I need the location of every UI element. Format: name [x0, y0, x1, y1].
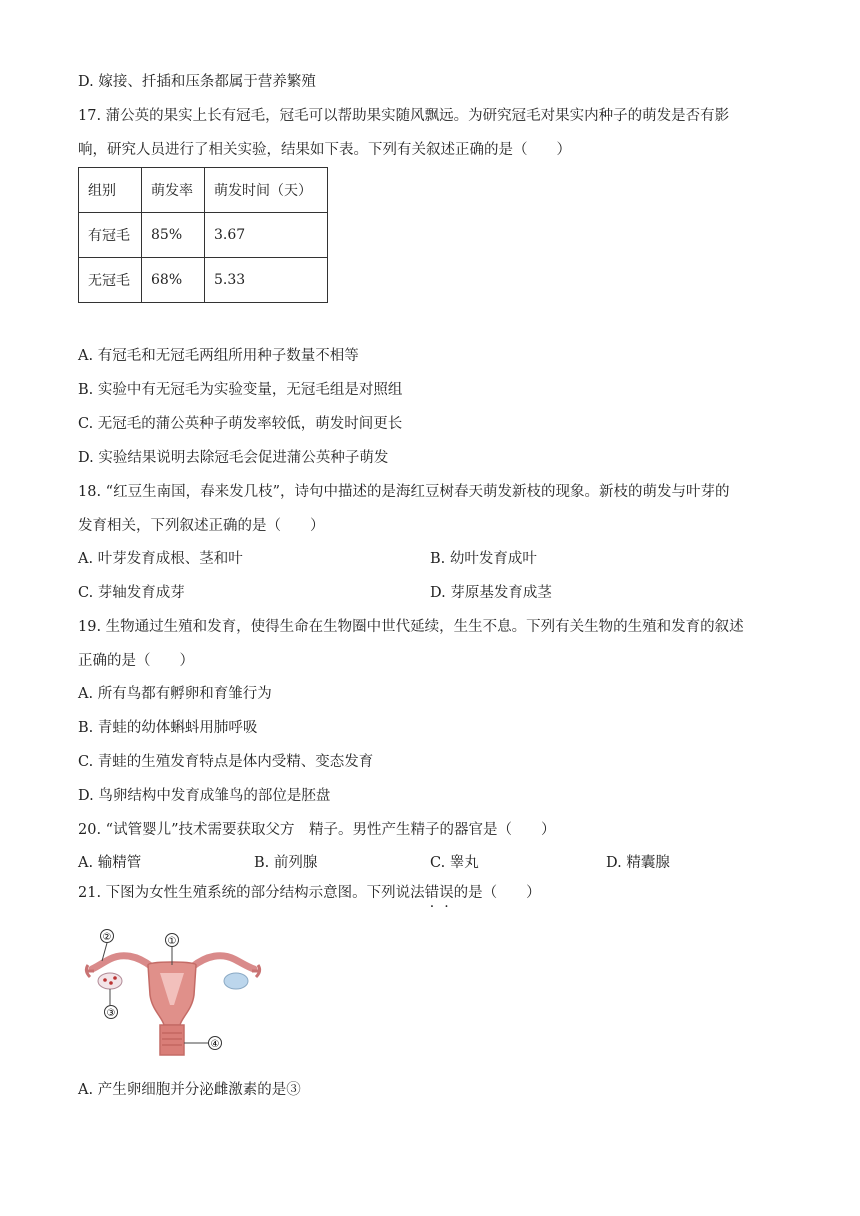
emphasis-char: 错 — [424, 885, 440, 901]
right-fallopian-tube — [192, 956, 254, 969]
table-cell: 85% — [142, 213, 205, 258]
table-cell: 68% — [142, 258, 205, 303]
table-row — [79, 258, 328, 303]
vagina — [160, 1025, 184, 1055]
q19-stem-line1: 19. 生物通过生殖和发育，使得生命在生物圈中世代延续，生生不息。下列有关生物的生殖和发育的叙述 — [78, 619, 744, 635]
q18-option-c: C. 芽轴发育成芽 — [78, 585, 185, 601]
table-header-cell: 萌发时间（天） — [205, 168, 328, 213]
table-row — [79, 213, 328, 258]
q19-option-b: B. 青蛙的幼体蝌蚪用肺呼吸 — [78, 720, 258, 736]
q18-option-d: D. 芽原基发育成茎 — [430, 585, 552, 601]
right-ovary — [224, 973, 248, 989]
female-reproductive-system-figure — [82, 925, 272, 1060]
q20-stem: 20. “试管婴儿”技术需要获取父方 精子。男性产生精子的器官是（ ） — [78, 822, 556, 838]
q20-option-b: B. 前列腺 — [254, 855, 318, 871]
q17-stem-line1: 17. 蒲公英的果实上长有冠毛，冠毛可以帮助果实随风飘远。为研究冠毛对果实内种子的萌发是否有影 — [78, 108, 730, 124]
label-4: ④ — [210, 1039, 220, 1050]
left-ovary — [98, 973, 122, 989]
q20-option-a: A. 输精管 — [78, 855, 142, 871]
q21-stem-text: 21. 下图为女性生殖系统的部分结构示意图。下列说法 — [78, 885, 425, 901]
q18-option-b: B. 幼叶发育成叶 — [430, 551, 537, 567]
table-header-cell: 萌发率 — [142, 168, 205, 213]
table-cell: 3.67 — [205, 213, 328, 258]
q17-result-table — [78, 167, 328, 303]
q19-option-d: D. 鸟卵结构中发育成雏鸟的部位是胚盘 — [78, 788, 331, 804]
emphasis-char: 误 — [439, 885, 454, 901]
table-header-cell: 组别 — [79, 168, 142, 213]
left-fallopian-tube — [92, 956, 152, 969]
q18-stem-line1: 18. “红豆生南国，春来发几枝”，诗句中描述的是海红豆树春天萌发新枝的现象。新枝的萌发与叶芽的 — [78, 484, 730, 500]
q17-option-d: D. 实验结果说明去除冠毛会促进蒲公英种子萌发 — [78, 450, 389, 466]
q17-option-c: C. 无冠毛的蒲公英种子萌发率较低，萌发时间更长 — [78, 416, 403, 432]
q17-option-b: B. 实验中有无冠毛为实验变量，无冠毛组是对照组 — [78, 382, 403, 398]
table-cell: 无冠毛 — [79, 258, 142, 303]
q18-stem-line2: 发育相关，下列叙述正确的是（ ） — [78, 518, 325, 534]
q16-option-d: D. 嫁接、扦插和压条都属于营养繁殖 — [78, 74, 316, 90]
q17-option-a: A. 有冠毛和无冠毛两组所用种子数量不相等 — [78, 348, 359, 364]
table-header-row — [79, 168, 328, 213]
q21-stem — [78, 883, 541, 903]
label-1: ① — [167, 936, 177, 947]
table-cell: 5.33 — [205, 258, 328, 303]
q18-option-a: A. 叶芽发育成根、茎和叶 — [78, 551, 243, 567]
q19-stem-line2: 正确的是（ ） — [78, 653, 194, 669]
q19-option-a: A. 所有鸟都有孵卵和育雏行为 — [78, 686, 272, 702]
table-cell: 有冠毛 — [79, 213, 142, 258]
q20-option-d: D. 精囊腺 — [606, 855, 670, 871]
label-2: ② — [102, 932, 112, 943]
label-3: ③ — [106, 1008, 116, 1019]
q19-option-c: C. 青蛙的生殖发育特点是体内受精、变态发育 — [78, 754, 374, 770]
q20-option-c: C. 睾丸 — [430, 855, 479, 871]
q17-stem-line2: 响，研究人员进行了相关实验，结果如下表。下列有关叙述正确的是（ ） — [78, 142, 571, 158]
q21-option-a: A. 产生卵细胞并分泌雌激素的是③ — [78, 1082, 301, 1098]
q21-stem-text: 的是（ ） — [453, 885, 541, 901]
